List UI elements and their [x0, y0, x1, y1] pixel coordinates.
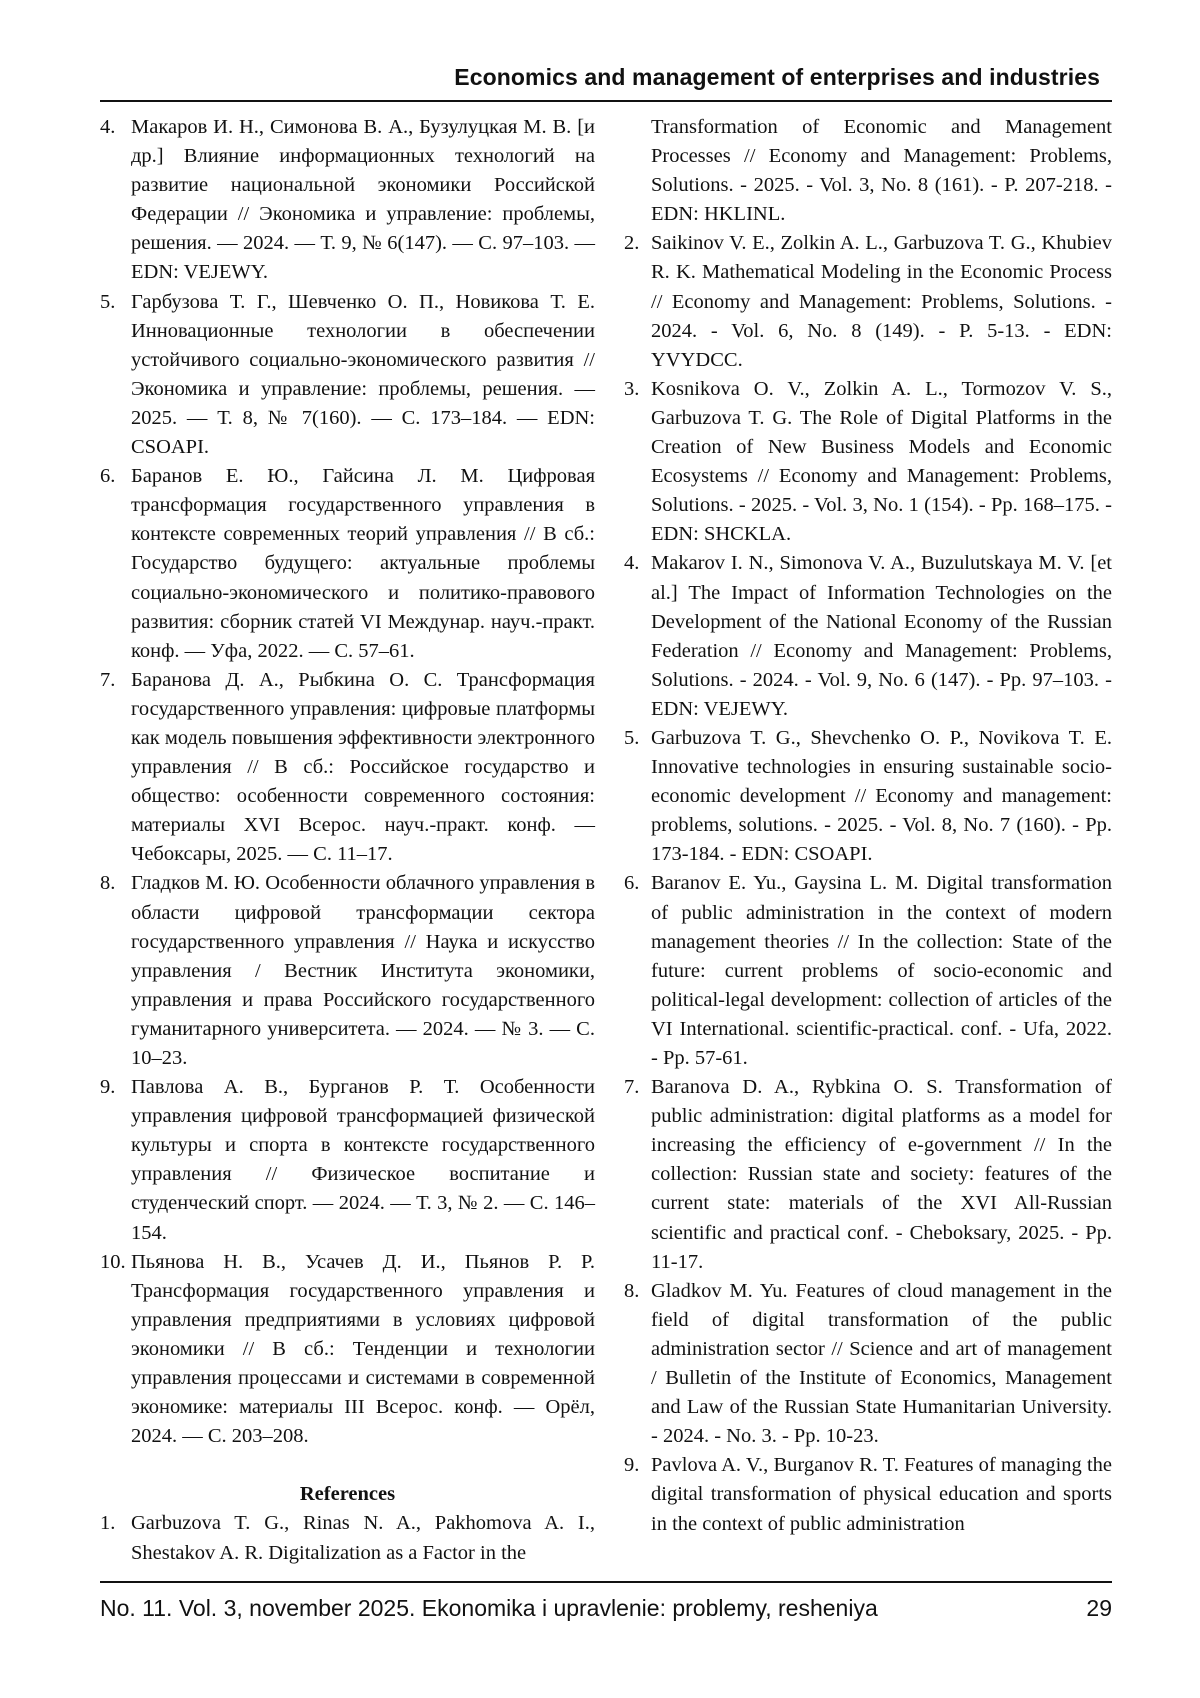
entry-number: 5. — [624, 726, 640, 749]
entry-number: 1. — [100, 1512, 116, 1535]
entry-text: Baranova D. A., Rybkina O. S. Transformation of public administration: digital platforms as a model for increasing the efficiency of e-government // In the collection: Russian state and society: features of the current state: materials of the XVI All-Russian scientific and practical conf. - Cheboksary, 2025. - Pp. 11-17. — [651, 1076, 1112, 1273]
entry-number: 9. — [100, 1076, 116, 1099]
entry-text: Гарбузова Т. Г., Шевченко О. П., Новикова Т. Е. Инновационные технологии в обеспечении устойчивого социально-экономического развития // Экономика и управление: проблемы, решения. — 2025. — Т. 8, № 7(160). — С. 173–184. — EDN: CSOAPI. — [131, 290, 595, 459]
bibliography-entry — [100, 288, 595, 463]
journal-citation: No. 11. Vol. 3, november 2025. Ekonomika i upravlenie: problemy, resheniya — [100, 1595, 878, 1621]
page-footer — [100, 1593, 1112, 1623]
entry-number: 6. — [100, 465, 116, 488]
entry-text: Transformation of Economic and Management Processes // Economy and Management: Problems, Solutions. - 2025. - Vol. 3, No. 8 (161). - P. 207-218. - EDN: HKLINL. — [651, 116, 1112, 226]
entry-text: Garbuzova T. G., Shevchenko O. P., Novikova T. E. Innovative technologies in ensuring sustainable socio-economic development // Economy and management: problems, solutions. - 2025. - Vol. 8, No. 7 (160). - Pp. 173-184. - EDN: CSOAPI. — [651, 726, 1112, 866]
entry-text: Pavlova A. V., Burganov R. T. Features of managing the digital transformation of physical education and sports in the context of public administration — [651, 1454, 1112, 1535]
reference-entry — [624, 1277, 1112, 1452]
bibliography-entry — [100, 666, 595, 870]
entry-text: Баранов Е. Ю., Гайсина Л. М. Цифровая трансформация государственного управления в контексте современных теорий управления // В сб.: Государство будущего: актуальные проблемы социально-экономического и политико-правового развития: сборник статей VI Междунар. науч.-практ. конф. — Уфа, 2022. — С. 57–61. — [131, 465, 595, 662]
entry-number: 10. — [100, 1250, 126, 1273]
bibliography-entry — [100, 462, 595, 666]
entry-number: 8. — [624, 1279, 640, 1302]
page-number: 29 — [1086, 1595, 1112, 1621]
entry-number: 7. — [100, 668, 116, 691]
reference-entry — [624, 1451, 1112, 1538]
reference-entry — [100, 1509, 595, 1567]
entry-text: Баранова Д. А., Рыбкина О. С. Трансформация государственного управления: цифровые платформы как модель повышения эффективности электронного управления // В сб.: Российское государство и общество: особенности современного состояния: материалы XVI Всерос. науч.-практ. конф. — Чебоксары, 2025. — С. 11–17. — [131, 668, 595, 866]
entry-number: 8. — [100, 872, 116, 895]
right-column — [624, 113, 1112, 1539]
entry-text: Гладков М. Ю. Особенности облачного управления в области цифровой трансформации сектора государственного управления // Наука и искусство управления / Вестник Института экономики, управления и права Российского государственного гуманитарного университета. — 2024. — № 3. — С. 10–23. — [131, 872, 595, 1069]
bibliography-entry — [100, 113, 595, 288]
entry-text: Saikinov V. E., Zolkin A. L., Garbuzova T. G., Khubiev R. K. Mathematical Modeling in the Economic Process // Economy and Management: Problems, Solutions. - 2024. - Vol. 6, No. 8 (149). - P. 5-13. - EDN: YVYDCC. — [651, 232, 1112, 371]
entry-text: Kosnikova O. V., Zolkin A. L., Tormozov V. S., Garbuzova T. G. The Role of Digital Platforms in the Creation of New Business Models and Economic Ecosystems // Economy and Management: Problems, Solutions. - 2025. - Vol. 3, No. 1 (154). - Pp. 168–175. - EDN: SHCKLA. — [651, 377, 1112, 546]
bibliography-entry — [100, 1073, 595, 1248]
entry-number: 4. — [100, 116, 116, 138]
reference-entry — [624, 375, 1112, 550]
entry-number: 7. — [624, 1076, 640, 1099]
entry-text: Garbuzova T. G., Rinas N. A., Pakhomova A. I., Shestakov A. R. Digitalization as a Factor in the — [131, 1512, 595, 1564]
entry-number: 3. — [624, 377, 640, 400]
references-heading: References — [299, 1483, 396, 1506]
entry-number: 9. — [624, 1454, 640, 1477]
reference-continuation — [624, 113, 1112, 229]
entry-number: 2. — [624, 232, 640, 255]
entry-number: 5. — [100, 290, 116, 313]
entry-number: 4. — [624, 552, 640, 575]
bibliography-entry — [100, 869, 595, 1073]
entry-text: Павлова А. В., Бурганов Р. Т. Особенности управления цифровой трансформацией физической культуры и спорта в контексте государственного управления // Физическое воспитание и студенческий спорт. — 2024. — Т. 3, № 2. — С. 146–154. — [131, 1076, 595, 1244]
footer-rule — [100, 1581, 1112, 1583]
entry-text: Gladkov M. Yu. Features of cloud management in the field of digital transformation of the public administration sector // Science and art of management / Bulletin of the Institute of Economics, Management and Law of the Russian State Humanitarian University. - 2024. - No. 3. - Pp. 10-23. — [651, 1279, 1112, 1448]
reference-entry — [624, 869, 1112, 1073]
entry-number: 6. — [624, 872, 640, 895]
reference-entry — [624, 549, 1112, 724]
entry-text: Makarov I. N., Simonova V. A., Buzulutskaya M. V. [et al.] The Impact of Information Technologies on the Development of the National Economy of the Russian Federation // Economy and Management: Problems, Solutions. - 2024. - Vol. 9, No. 6 (147). - Pp. 97–103. - EDN: VEJEWY. — [651, 552, 1112, 720]
entry-text: Пьянова Н. В., Усачев Д. И., Пьянов Р. Р. Трансформация государственного управления и управления предприятиями в условиях цифровой экономики // В сб.: Тенденции и технологии управления процессами и системами в современной экономике: материалы III Всерос. конф. — Орёл, 2024. — С. 203–208. — [131, 1250, 595, 1448]
bibliography-entry — [100, 1248, 595, 1452]
entry-text: Baranov E. Yu., Gaysina L. M. Digital transformation of public administration in the context of modern management theories // In the collection: State of the future: current problems of socio-economic and political-legal development: collection of articles of the VI International. scientific-practical. conf. - Ufa, 2022. - Pp. 57-61. — [651, 872, 1112, 1069]
reference-entry — [624, 229, 1112, 374]
running-header: Economics and management of enterprises and industries — [454, 64, 1100, 90]
entry-text: Макаров И. Н., Симонова В. А., Бузулуцкая М. В. [и др.] Влияние информационных технологий на развитие национальной экономики Российской Федерации // Экономика и управление: проблемы, решения. — 2024. — Т. 9, № 6(147). — С. 97–103. — EDN: VEJEWY. — [131, 116, 595, 284]
left-column — [100, 113, 595, 1568]
header-rule — [100, 100, 1112, 102]
reference-entry — [624, 1073, 1112, 1277]
reference-entry — [624, 724, 1112, 869]
